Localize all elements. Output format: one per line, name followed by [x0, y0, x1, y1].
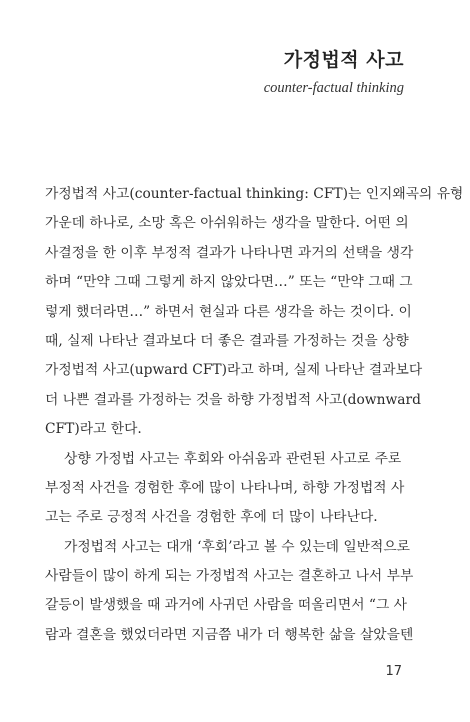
paragraph-2-line-3: 고는 주로 긍정적 사건을 경험한 후에 더 많이 나타난다. — [45, 509, 378, 526]
paragraph-1-line-8: 더 나쁜 결과를 가정하는 것을 하향 가정법적 사고(downward — [45, 391, 421, 408]
paragraph-1-line-4: 하며 “만약 그때 그렇게 하지 않았다면…” 또는 “만약 그때 그 — [45, 274, 413, 291]
paragraph-3-line-3: 갈등이 발생했을 때 과거에 사귀던 사람을 떠올리면서 “그 사 — [45, 597, 408, 614]
paragraph-1-line-6: 때, 실제 나타난 결과보다 더 좋은 결과를 가정하는 것을 상향 — [45, 332, 409, 349]
page-subtitle: counter-factual thinking — [263, 80, 404, 96]
paragraph-1-line-3: 사결정을 한 이후 부정적 결과가 나타나면 과거의 선택을 생각 — [45, 244, 414, 261]
paragraph-1-line-9: CFT)라고 한다. — [45, 421, 142, 438]
paragraph-3-line-2: 사람들이 많이 하게 되는 가정법적 사고는 결혼하고 나서 부부 — [45, 568, 414, 585]
paragraph-1-line-2: 가운데 하나로, 소망 혹은 아쉬워하는 생각을 말한다. 어떤 의 — [45, 215, 409, 232]
body-text — [45, 180, 464, 650]
paragraph-2-line-2: 부정적 사건을 경험한 후에 많이 나타나며, 하향 가정법적 사 — [45, 479, 405, 496]
paragraph-1-line-1: 가정법적 사고(counter-factual thinking: CFT)는 인지왜곡의 유형 — [45, 186, 464, 202]
paragraph-2-line-1: 상향 가정법 사고는 후회와 아쉬움과 관련된 사고로 주로 — [64, 450, 402, 467]
paragraph-1-line-7: 가정법적 사고(upward CFT)라고 하며, 실제 나타난 결과보다 — [45, 362, 423, 379]
paragraph-3-line-1: 가정법적 사고는 대개 ‘후회’라고 볼 수 있는데 일반적으로 — [64, 538, 411, 555]
paragraph-1-line-5: 렇게 했더라면…” 하면서 현실과 다른 생각을 하는 것이다. 이 — [45, 303, 412, 320]
paragraph-3-line-4: 람과 결혼을 했었더라면 지금쯤 내가 더 행복한 삶을 살았을텐 — [45, 626, 414, 643]
page-number: 17 — [385, 664, 402, 679]
page-title: 가정법적 사고 — [283, 49, 404, 71]
